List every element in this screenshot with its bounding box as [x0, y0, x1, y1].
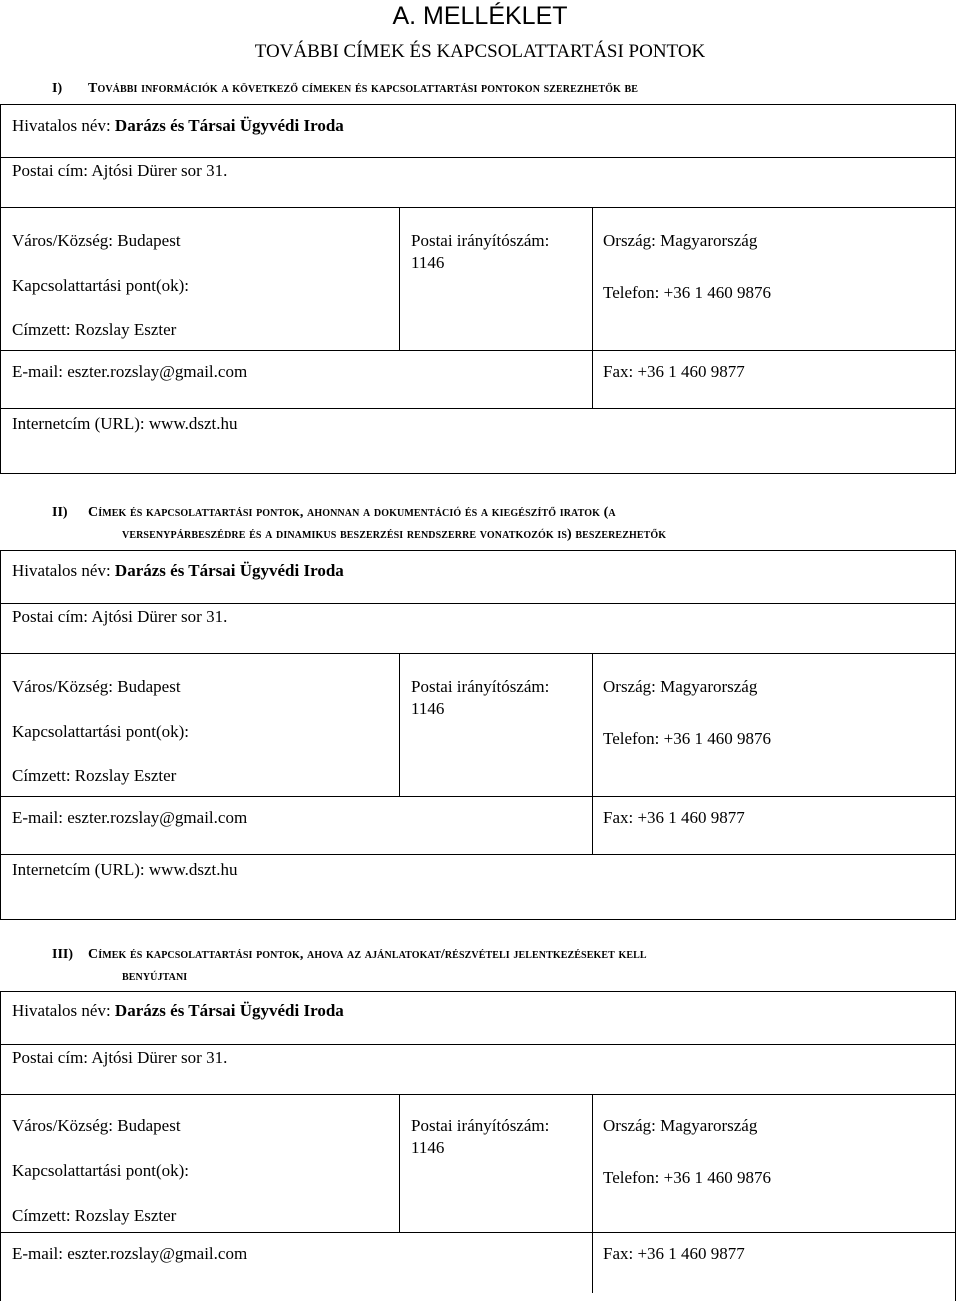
official-name-row: [1, 992, 955, 1045]
postal-code-value: 1146: [411, 699, 445, 718]
city: Város/Község: Budapest: [12, 1116, 181, 1135]
email: E-mail: eszter.rozslay@gmail.com: [12, 1244, 248, 1263]
section-heading-line2: benyújtani: [122, 969, 188, 984]
city-row: [1, 654, 955, 797]
country: Ország: Magyarország: [603, 677, 758, 696]
section-heading-line1: További információk a következő címeken és kapcsolattartási pontokon szerezhetők be: [88, 81, 638, 96]
section-3-heading: [52, 944, 952, 988]
section-heading-line1: Címek és kapcsolattartási pontok, ahova az ajánlatokat/részvételi jelentkezéseket kell: [88, 947, 647, 962]
column-divider: [592, 1095, 593, 1232]
country: Ország: Magyarország: [603, 1116, 758, 1135]
column-divider: [399, 654, 400, 796]
website-url[interactable]: Internetcím (URL): www.dszt.hu: [12, 860, 238, 879]
official-name-value: Darázs és Társai Ügyvédi Iroda: [114, 1001, 344, 1020]
postal-code-value: 1146: [411, 253, 445, 272]
postal-address: Postai cím: Ajtósi Dürer sor 31.: [12, 607, 228, 626]
official-name-row: [1, 551, 955, 604]
postal-code-label: Postai irányítószám:: [411, 231, 550, 250]
website-url[interactable]: Internetcím (URL): www.dszt.hu: [12, 414, 238, 433]
city: Város/Község: Budapest: [12, 677, 181, 696]
email-fax-row: [1, 1233, 955, 1293]
official-name-value: Darázs és Társai Ügyvédi Iroda: [114, 116, 344, 135]
official-name-row: [1, 105, 955, 158]
fax: Fax: +36 1 460 9877: [603, 362, 745, 381]
column-divider: [399, 208, 400, 350]
city-row: [1, 208, 955, 351]
url-row: [1, 409, 955, 473]
column-divider: [592, 797, 593, 854]
postal-address-row: [1, 158, 955, 208]
section-heading-line2: versenypárbeszédre és a dinamikus beszerzési rendszerre vonatkozók is) beszerezhetők: [122, 527, 667, 542]
city-row: [1, 1095, 955, 1233]
contact-points-label: Kapcsolattartási pont(ok):: [12, 276, 190, 295]
section-heading-line1: Címek és kapcsolattartási pontok, ahonnan a dokumentáció és a kiegészítő iratok (a: [88, 505, 616, 520]
contact-box-1: [0, 104, 956, 474]
url-row: [1, 855, 955, 919]
phone: Telefon: +36 1 460 9876: [603, 283, 771, 302]
official-name-label: Hivatalos név:: [12, 1001, 111, 1020]
section-number: I): [52, 81, 63, 96]
email-fax-row: [1, 351, 955, 409]
column-divider: [399, 1095, 400, 1232]
page-title: A. MELLÉKLET: [392, 2, 568, 30]
postal-address-row: [1, 604, 955, 654]
contact-box-2: [0, 550, 956, 920]
official-name-value: Darázs és Társai Ügyvédi Iroda: [114, 561, 344, 580]
section-number: II): [52, 505, 68, 520]
addressee: Címzett: Rozslay Eszter: [12, 1206, 177, 1225]
email: E-mail: eszter.rozslay@gmail.com: [12, 808, 248, 827]
postal-code-value: 1146: [411, 1138, 445, 1157]
email: E-mail: eszter.rozslay@gmail.com: [12, 362, 248, 381]
section-1-heading: [52, 78, 952, 100]
official-name-label: Hivatalos név:: [12, 561, 111, 580]
section-number: III): [52, 947, 74, 962]
postal-address: Postai cím: Ajtósi Dürer sor 31.: [12, 161, 228, 180]
email-fax-row: [1, 797, 955, 855]
page-subtitle: TOVÁBBI CÍMEK ÉS KAPCSOLATTARTÁSI PONTOK: [254, 41, 706, 62]
country: Ország: Magyarország: [603, 231, 758, 250]
fax: Fax: +36 1 460 9877: [603, 1244, 745, 1263]
phone: Telefon: +36 1 460 9876: [603, 729, 771, 748]
phone: Telefon: +36 1 460 9876: [603, 1168, 771, 1187]
contact-points-label: Kapcsolattartási pont(ok):: [12, 1161, 190, 1180]
column-divider: [592, 351, 593, 408]
postal-code-label: Postai irányítószám:: [411, 1116, 550, 1135]
column-divider: [592, 208, 593, 350]
postal-address-row: [1, 1045, 955, 1095]
contact-points-label: Kapcsolattartási pont(ok):: [12, 722, 190, 741]
official-name-label: Hivatalos név:: [12, 116, 111, 135]
postal-address: Postai cím: Ajtósi Dürer sor 31.: [12, 1048, 228, 1067]
addressee: Címzett: Rozslay Eszter: [12, 320, 177, 339]
column-divider: [592, 654, 593, 796]
column-divider: [592, 1233, 593, 1293]
fax: Fax: +36 1 460 9877: [603, 808, 745, 827]
section-2-heading: [52, 502, 952, 546]
contact-box-3: [0, 991, 956, 1301]
postal-code-label: Postai irányítószám:: [411, 677, 550, 696]
addressee: Címzett: Rozslay Eszter: [12, 766, 177, 785]
city: Város/Község: Budapest: [12, 231, 181, 250]
